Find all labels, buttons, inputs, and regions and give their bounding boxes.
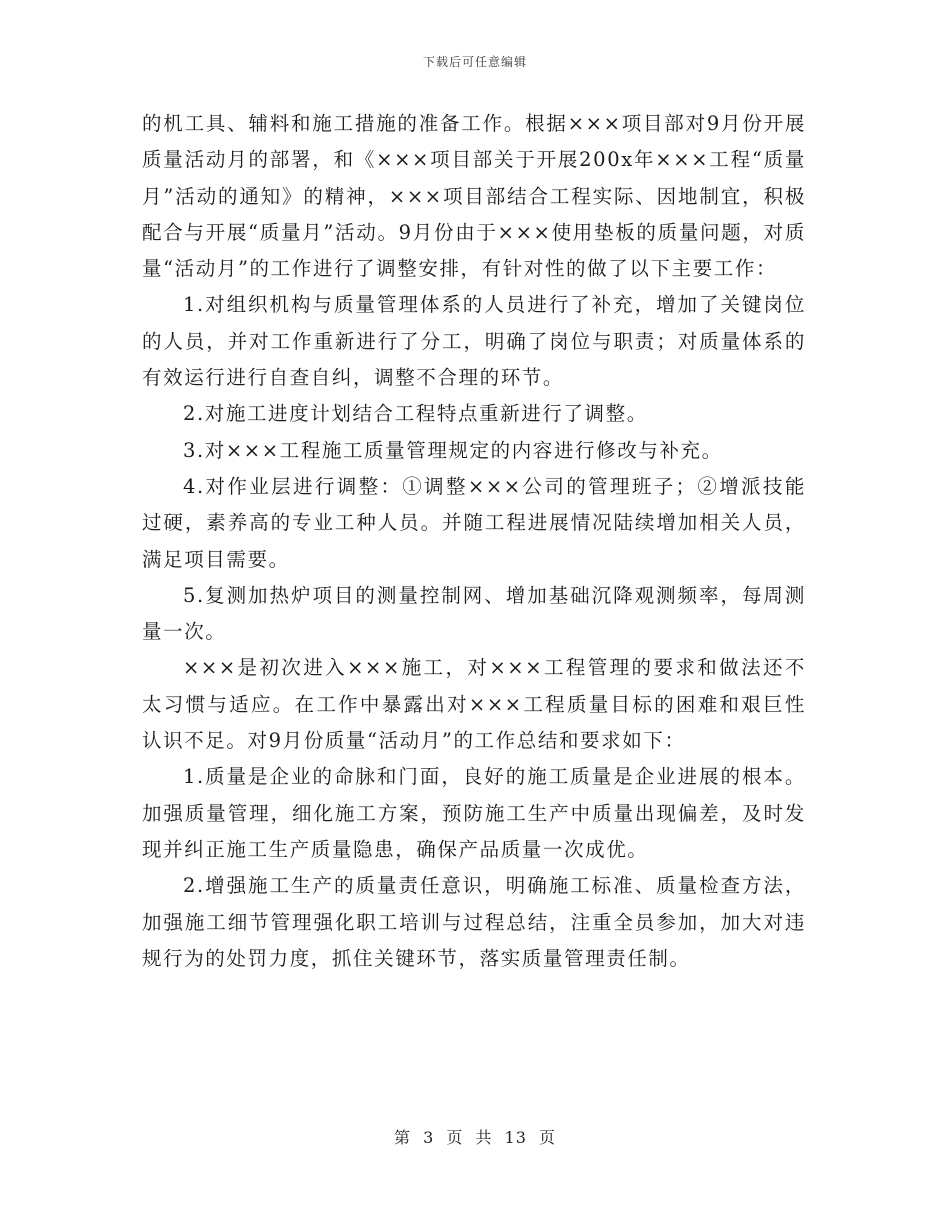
paragraph-summary: ×××是初次进入×××施工，对×××工程管理的要求和做法还不太习惯与适应。在工作中暴露出对×××工程质量目标的困难和艰巨性认识不足。对9月份质量“活动月”的工作总结和要求如下： [142,656,806,753]
paragraph-item-3: 3.对×××工程施工质量管理规定的内容进行修改与补充。 [182,438,723,462]
paragraph-item-1: 1.对组织机构与质量管理体系的人员进行了补充，增加了关键岗位的人员，并对工作重新进行了分工，明确了岗位与职责；对质量体系的有效运行进行自查自纠，调整不合理的环节。 [142,293,806,390]
document-body [142,106,806,977]
paragraph-requirement-1: 1.质量是企业的命脉和门面，良好的施工质量是企业进展的根本。加强质量管理，细化施工方案，预防施工生产中质量出现偏差，及时发现并纠正施工生产质量隐患，确保产品质量一次成优。 [142,765,806,861]
paragraph-item-2: 2.对施工进度计划结合工程特点重新进行了调整。 [182,402,648,426]
page-number: 第 3 页 共 13 页 [394,1128,556,1147]
paragraph-intro: 的机工具、辅料和施工措施的准备工作。根据×××项目部对9月份开展质量活动月的部署，和《×××项目部关于开展200x年×××工程“质量月”活动的通知》的精神，×××项目部结合工程实际、因地制宜，积极配合与开展“质量月”活动。9月份由于×××使用垫板的质量问题，对质量“活动月”的工作进行了调整安排，有针对性的做了以下主要工作： [142,112,806,281]
paragraph-item-5: 5.复测加热炉项目的测量控制网、增加基础沉降观测频率，每周测量一次。 [142,583,806,644]
download-note: 下载后可任意编辑 [422,55,527,69]
paragraph-requirement-2: 2.增强施工生产的质量责任意识，明确施工标准、质量检查方法，加强施工细节管理强化职工培训与过程总结，注重全员参加，加大对违规行为的处罚力度，抓住关键环节，落实质量管理责任制。 [142,874,806,970]
paragraph-item-4: 4.对作业层进行调整：①调整×××公司的管理班子；②增派技能过硬，素养高的专业工种人员。并随工程进展情况陆续增加相关人员，满足项目需要。 [142,474,806,571]
